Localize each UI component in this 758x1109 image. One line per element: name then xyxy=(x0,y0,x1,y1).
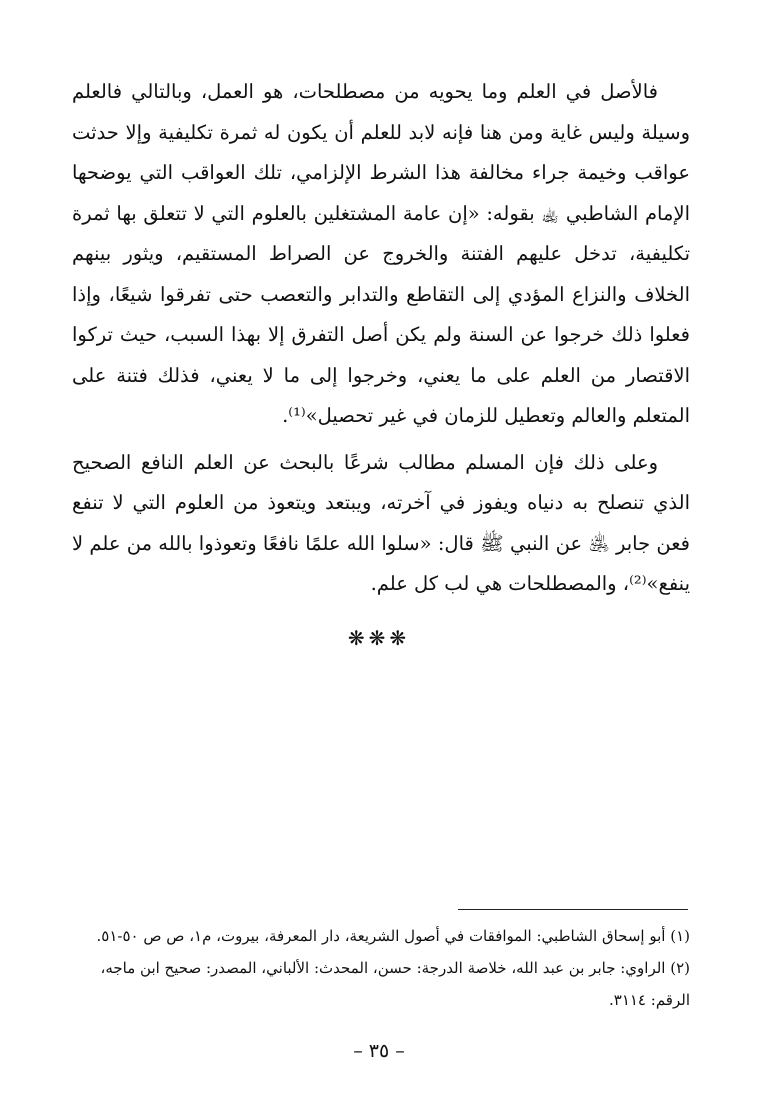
paragraph-1: فالأصل في العلم وما يحويه من مصطلحات، هو العمل، وبالتالي فالعلم وسيلة وليس غاية ومن هنا فإنه لابد للعلم أن يكون له ثمرة تكليفية وإلا حدثت عواقب وخيمة جراء مخالفة هذا الشرط الإلزامي، تلك العواقب التي يوضحها الإمام الشاطبي ﵀ بقوله: «إن عامة المشتغلين بالعلوم التي لا تتعلق بها ثمرة تكليفية، تدخل عليهم الفتنة والخروج عن الصراط المستقيم، ويثور بينهم الخلاف والنزاع المؤدي إلى التقاطع والتدابر والتعصب حتى تفرقوا شيعًا، وإذا فعلوا ذلك خرجوا عن السنة ولم يكن أصل التفرق إلا بهذا السبب، حيث تركوا الاقتصار من العلم على ما يعني، وخرجوا إلى ما لا يعني، فذلك فتنة على المتعلم والعالم وتعطيل للزمان في غير تحصيل»⁽¹⁾. xyxy=(72,80,690,427)
footnote-2: (٢) الراوي: جابر بن عبد الله، خلاصة الدرجة: حسن، المحدث: الألباني، المصدر: صحيح ابن ماجه، الرقم: ٣١١٤. xyxy=(100,959,690,1009)
main-text xyxy=(72,72,690,605)
page-number: – ٣٥ – xyxy=(353,1040,405,1062)
section-separator: ❋❋❋ xyxy=(347,626,411,650)
paragraph-2: وعلى ذلك فإن المسلم مطالب شرعًا بالبحث عن العلم النافع الصحيح الذي تنصلح به دنياه ويفوز في آخرته، ويبتعد ويتعوذ من العلوم التي لا تنفع فعن جابر ﵁ عن النبي ﷺ قال: «سلوا الله علمًا نافعًا وتعوذوا بالله من علم لا ينفع»⁽²⁾، والمصطلحات هي لب كل علم. xyxy=(72,450,690,595)
footnote-1: (١) أبو إسحاق الشاطبي: الموافقات في أصول الشريعة، دار المعرفة، بيروت، م١، ص ص ٥٠-٥١. xyxy=(96,927,690,945)
footnotes xyxy=(72,920,690,1016)
footnote-divider xyxy=(458,909,688,910)
